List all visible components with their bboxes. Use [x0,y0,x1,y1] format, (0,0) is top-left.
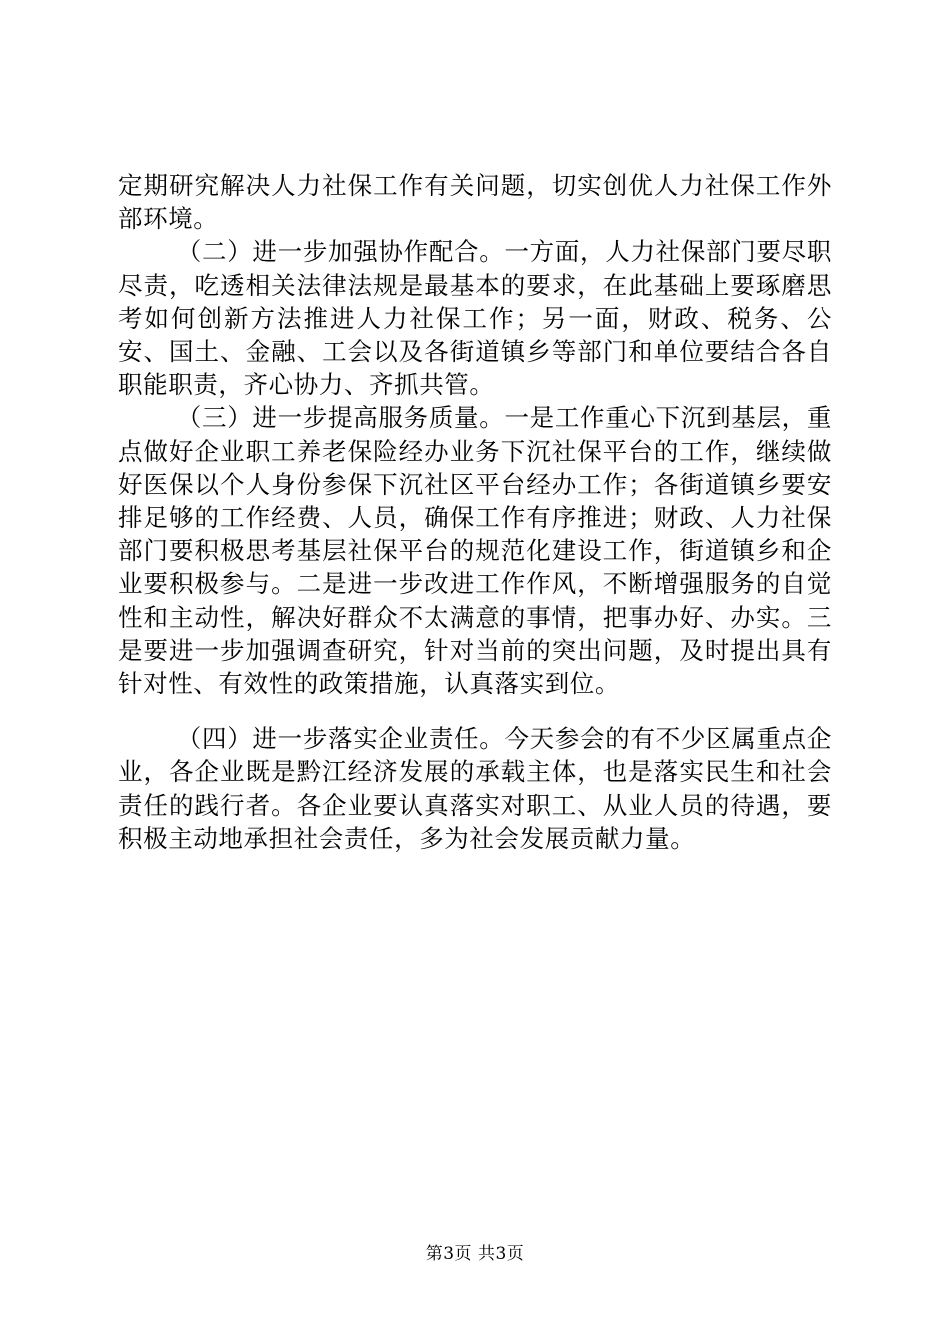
paragraph-section-2: （二）进一步加强协作配合。一方面，人力社保部门要尽职尽责，吃透相关法律法规是最基本的要求，在此基础上要琢磨思考如何创新方法推进人力社保工作；另一面，财政、税务、公安、国土、金融、工会以及各街道镇乡等部门和单位要结合各自职能职责，齐心协力、齐抓共管。 [118,237,832,400]
document-body [118,169,832,855]
paragraph-section-4: （四）进一步落实企业责任。今天参会的有不少区属重点企业，各企业既是黔江经济发展的承载主体，也是落实民生和社会责任的践行者。各企业要认真落实对职工、从业人员的待遇，要积极主动地承担社会责任，多为社会发展贡献力量。 [118,724,832,853]
paragraph-continuation: 定期研究解决人力社保工作有关问题，切实创优人力社保工作外部环境。 [118,171,832,234]
paragraph-section-3: （三）进一步提高服务质量。一是工作重心下沉到基层，重点做好企业职工养老保险经办业务下沉社保平台的工作，继续做好医保以个人身份参保下沉社区平台经办工作；各街道镇乡要安排足够的工作经费、人员，确保工作有序推进；财政、人力社保部门要积极思考基层社保平台的规范化建设工作，街道镇乡和企业要积极参与。二是进一步改进工作作风，不断增强服务的自觉性和主动性，解决好群众不太满意的事情，把事办好、办实。三是要进一步加强调查研究，针对当前的突出问题，及时提出具有针对性、有效性的政策措施，认真落实到位。 [118,403,832,699]
page-footer [0,1243,950,1265]
page-number: 第3页 共3页 [425,1244,525,1264]
